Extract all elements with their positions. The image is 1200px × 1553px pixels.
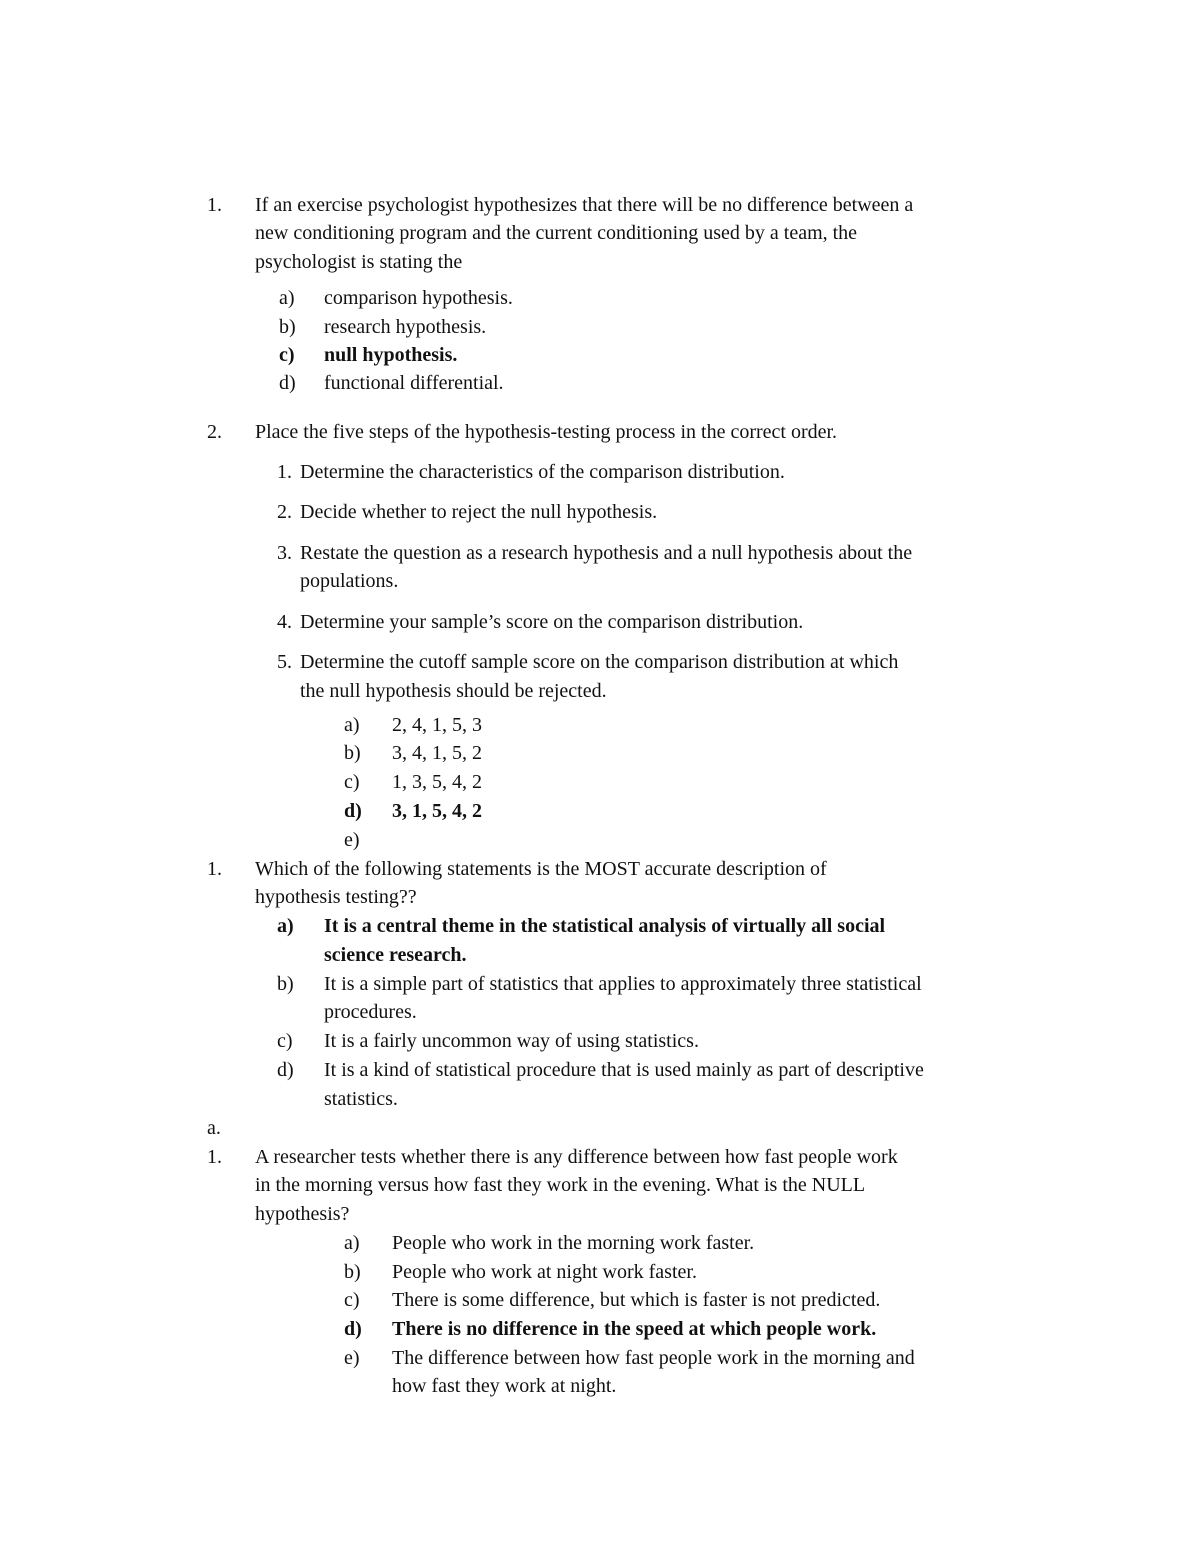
q4-option-d-letter: d)	[344, 1318, 362, 1340]
q3-option-a-text-line-2-correct: science research.	[324, 944, 467, 966]
q4-option-e-text-line-1: The difference between how fast people work in the morning and	[392, 1347, 915, 1369]
q2-step-3-text-line-2: populations.	[300, 570, 399, 592]
q3-option-d-text-line-1: It is a kind of statistical procedure that is used mainly as part of descriptive	[324, 1059, 924, 1081]
q4-stem-line-1: A researcher tests whether there is any difference between how fast people work	[255, 1146, 898, 1168]
q2-stem-line-1: Place the five steps of the hypothesis-testing process in the correct order.	[255, 421, 838, 443]
q4-stem-line-3: hypothesis?	[255, 1203, 350, 1225]
q2-option-d-letter: d)	[344, 800, 362, 822]
q1-option-b-letter: b)	[279, 316, 296, 338]
q2-step-1-num: 1.	[277, 461, 292, 483]
q2-option-d-text-correct: 3, 1, 5, 4, 2	[392, 800, 482, 822]
q3-option-b-text-line-1: It is a simple part of statistics that applies to approximately three statistical	[324, 973, 922, 995]
stray-list-label: a.	[207, 1117, 221, 1139]
q2-step-4-num: 4.	[277, 611, 292, 633]
q2-option-b-letter: b)	[344, 742, 361, 764]
q2-step-3-num: 3.	[277, 542, 292, 564]
q2-step-2-num: 2.	[277, 501, 292, 523]
q4-option-a-text: People who work in the morning work faster.	[392, 1232, 755, 1254]
q1-option-b-text: research hypothesis.	[324, 316, 487, 338]
q2-option-c-letter: c)	[344, 771, 360, 793]
q1-option-d-letter: d)	[279, 372, 296, 394]
q2-option-a-text: 2, 4, 1, 5, 3	[392, 714, 482, 736]
q3-option-b-text-line-2: procedures.	[324, 1001, 417, 1023]
q1-option-d-text: functional differential.	[324, 372, 504, 394]
q3-option-c-letter: c)	[277, 1030, 293, 1052]
q4-number: 1.	[207, 1146, 222, 1168]
q3-option-a-text-line-1-correct: It is a central theme in the statistical analysis of virtually all social	[324, 915, 886, 937]
q3-option-a-letter: a)	[277, 915, 294, 937]
q2-step-5-num: 5.	[277, 651, 292, 673]
q2-step-5-text-line-1: Determine the cutoff sample score on the comparison distribution at which	[300, 651, 899, 673]
q4-option-b-text: People who work at night work faster.	[392, 1261, 697, 1283]
q3-option-d-text-line-2: statistics.	[324, 1088, 398, 1110]
q2-option-a-letter: a)	[344, 714, 360, 736]
q4-option-d-text-correct: There is no difference in the speed at which people work.	[392, 1318, 877, 1340]
q4-option-b-letter: b)	[344, 1261, 361, 1283]
q4-option-e-letter: e)	[344, 1347, 360, 1369]
q4-option-c-text: There is some difference, but which is faster is not predicted.	[392, 1289, 881, 1311]
q4-option-a-letter: a)	[344, 1232, 360, 1254]
q2-step-1-text: Determine the characteristics of the comparison distribution.	[300, 461, 785, 483]
q1-stem-line-3: psychologist is stating the	[255, 251, 463, 273]
q3-number: 1.	[207, 858, 222, 880]
q4-option-e-text-line-2: how fast they work at night.	[392, 1375, 617, 1397]
q3-option-d-letter: d)	[277, 1059, 294, 1081]
q1-stem-line-1: If an exercise psychologist hypothesizes that there will be no difference between a	[255, 194, 914, 216]
q2-option-c-text: 1, 3, 5, 4, 2	[392, 771, 482, 793]
q3-option-b-letter: b)	[277, 973, 294, 995]
q4-option-c-letter: c)	[344, 1289, 360, 1311]
q4-stem-line-2: in the morning versus how fast they work in the evening. What is the NULL	[255, 1174, 866, 1196]
q2-step-3-text-line-1: Restate the question as a research hypothesis and a null hypothesis about the	[300, 542, 913, 564]
q2-step-4-text: Determine your sample’s score on the comparison distribution.	[300, 611, 804, 633]
q3-option-c-text: It is a fairly uncommon way of using statistics.	[324, 1030, 699, 1052]
q1-option-c-text-correct: null hypothesis.	[324, 344, 458, 366]
q1-option-a-letter: a)	[279, 287, 295, 309]
q1-option-c-letter: c)	[279, 344, 295, 366]
q1-number: 1.	[207, 194, 222, 216]
q1-option-a-text: comparison hypothesis.	[324, 287, 513, 309]
q2-number: 2.	[207, 421, 222, 443]
q2-step-5-text-line-2: the null hypothesis should be rejected.	[300, 680, 607, 702]
q2-option-b-text: 3, 4, 1, 5, 2	[392, 742, 482, 764]
q1-stem-line-2: new conditioning program and the current conditioning used by a team, the	[255, 222, 858, 244]
q2-step-2-text: Decide whether to reject the null hypothesis.	[300, 501, 658, 523]
q2-option-e-letter: e)	[344, 829, 360, 851]
q3-stem-line-1: Which of the following statements is the MOST accurate description of	[255, 858, 827, 880]
q3-stem-line-2: hypothesis testing??	[255, 886, 417, 908]
